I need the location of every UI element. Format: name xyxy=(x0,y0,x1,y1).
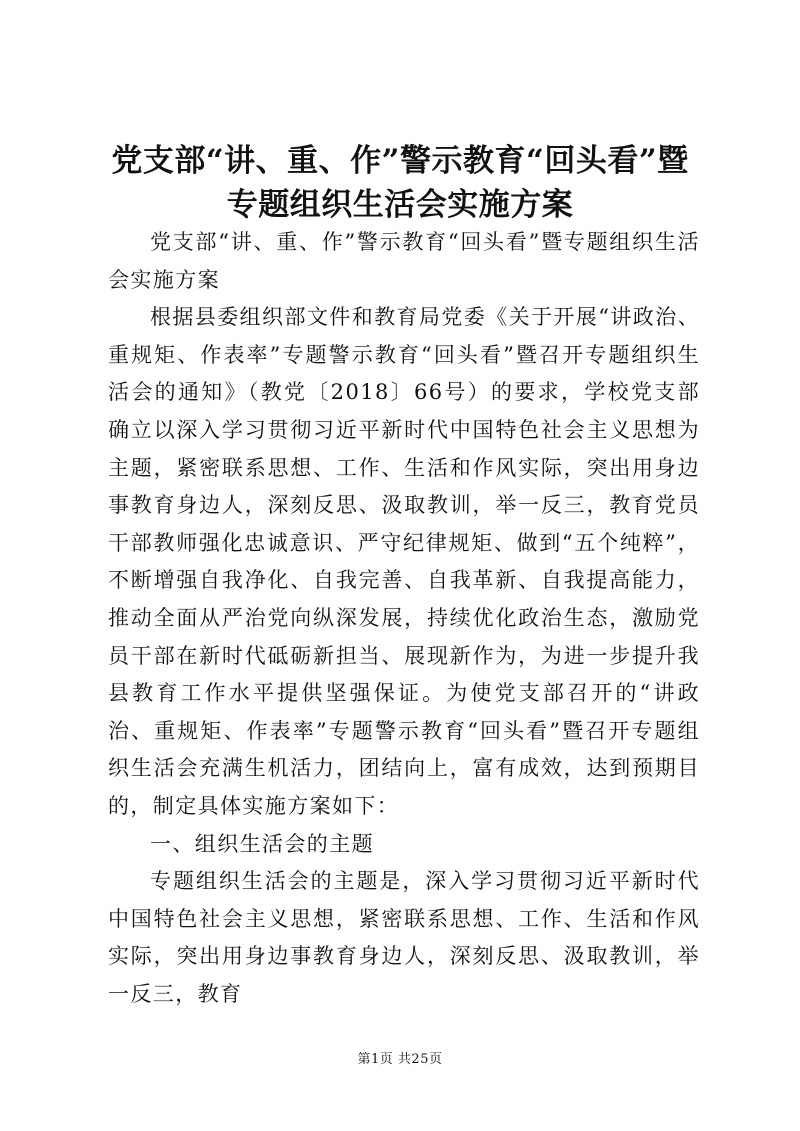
paragraph-subtitle: 党支部“讲、重、作”警示教育“回头看”暨专题组织生活会实施方案 xyxy=(108,230,700,292)
document-title-line-1: 党支部“讲、重、作”警示教育“回头看”暨 xyxy=(111,143,689,179)
paragraph-theme: 专题组织生活会的主题是，深入学习贯彻习近平新时代中国特色社会主义思想，紧密联系思想、工作、生活和作风实际，突出用身边事教育身边人，深刻反思、汲取教训，举一反三，教育 xyxy=(108,869,700,1006)
paragraph-intro: 根据县委组织部文件和教育局党委《关于开展“讲政治、重规矩、作表率”专题警示教育“回头看”暨召开专题组织生活会的通知》（教党〔2018〕66号）的要求，学校党支部确立以深入学习贯彻习近平新时代中国特色社会主义思想为主题，紧密联系思想、工作、生活和作风实际，突出用身边事教育身边人，深刻反思、汲取教训，举一反三，教育党员干部教师强化忠诚意识、严守纪律规矩、做到“五个纯粹”，不断增强自我净化、自我完善、自我革新、自我提高能力，推动全面从严治党向纵深发展，持续优化政治生态，激励党员干部在新时代砥砺新担当、展现新作为，为进一步提升我县教育工作水平提供坚强保证。为使党支部召开的“讲政治、重规矩、作表率”专题警示教育“回头看”暨召开专题组织生活会充满生机活力，团结向上，富有成效，达到预期目的，制定具体实施方案如下： xyxy=(108,305,700,818)
section-heading-1: 一、组织生活会的主题 xyxy=(150,831,374,856)
page-footer: 第1页 共25页 xyxy=(357,1052,443,1067)
document-body xyxy=(108,224,700,1013)
document-title-line-2: 专题组织生活会实施方案 xyxy=(226,187,574,223)
